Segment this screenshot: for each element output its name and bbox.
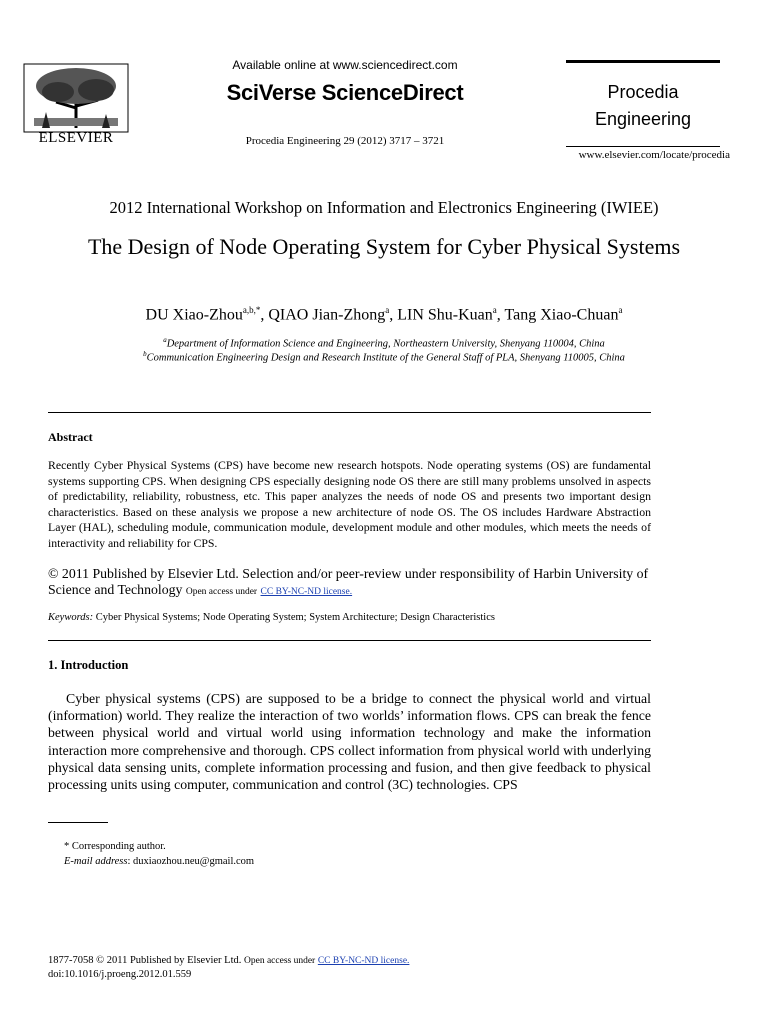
conference-name: 2012 International Workshop on Information and Electronics Engineering (IWIEE): [109, 198, 659, 217]
affiliation: [40, 350, 728, 364]
affiliation-mark: b: [143, 350, 147, 358]
section-divider: [48, 640, 651, 641]
author-separator: ,: [496, 306, 505, 324]
footnote-divider: [48, 822, 108, 823]
email-note: [64, 856, 254, 867]
affiliation-mark: a: [163, 336, 167, 344]
author-list: [40, 305, 728, 324]
journal-name-line2: Engineering: [594, 109, 692, 129]
email-label: E-mail address: [64, 856, 128, 867]
author-name: Tang Xiao-Chuan: [504, 306, 619, 324]
issn-text: 1877-7058 © 2011 Published by Elsevier Ltd.: [48, 955, 242, 966]
author-affiliation-mark: a: [492, 305, 497, 315]
license-link[interactable]: CC BY-NC-ND license.: [317, 956, 410, 966]
publication-footer: [48, 954, 409, 981]
keywords-text: Cyber Physical Systems; Node Operating System; System Architecture; Design Characteristics: [95, 612, 495, 623]
keywords: [48, 612, 651, 623]
author-name: DU Xiao-Zhou: [145, 306, 243, 324]
abstract-text: Recently Cyber Physical Systems (CPS) have become new research hotspots. Node operating systems (OS) are fundamental systems supporting CPS. When designing CPS especially designing node OS there are still many problems unsolved in aspects of predictability, reliability, robustness, etc. This paper analyzes the needs of node OS and presents two important design characteristics. Based on these analysis we propose a new architecture of node OS. The OS includes Hardware Abstraction Layer (HAL), scheduling module, communication module, development module and other modules, which meets the needs of interactivity and reliability for CPS.: [48, 458, 651, 550]
keywords-label: Keywords:: [48, 612, 94, 623]
publisher-name: ELSEVIER: [38, 130, 114, 146]
journal-masthead: [566, 60, 720, 147]
email-address[interactable]: : duxiaozhou.neu@gmail.com: [127, 856, 255, 867]
author-affiliation-mark: a: [618, 305, 623, 315]
open-access-label: Open access under: [185, 587, 258, 597]
author-affiliation-mark: a: [385, 305, 390, 315]
issn-line: [48, 954, 409, 968]
copyright-text: © 2011 Published by Elsevier Ltd. Selection and/or peer-review under responsibility of Harbin University of Science and Technology: [48, 566, 649, 597]
affiliation-text: Department of Information Science and Engineering, Northeastern University, Shenyang 110004, China: [166, 338, 605, 350]
section-divider: [48, 412, 651, 413]
author-affiliation-mark: a,b,*: [242, 305, 261, 315]
affiliation: [40, 336, 728, 350]
license-link[interactable]: CC BY-NC-ND license.: [260, 587, 353, 597]
open-access-label: Open access under: [244, 956, 316, 966]
journal-url-link[interactable]: www.elsevier.com/locate/procedia: [578, 149, 730, 161]
abstract-heading: Abstract: [48, 430, 93, 444]
author-name: LIN Shu-Kuan: [397, 306, 493, 324]
doi-line[interactable]: doi:10.1016/j.proeng.2012.01.559: [48, 969, 192, 980]
paper-title: The Design of Node Operating System for Cyber Physical Systems: [87, 234, 681, 259]
journal-name-line1: Procedia: [607, 82, 679, 102]
available-online-link[interactable]: Available online at www.sciencedirect.com: [232, 58, 458, 72]
journal-citation: Procedia Engineering 29 (2012) 3717 – 3721: [245, 135, 445, 147]
author-name: QIAO Jian-Zhong: [268, 306, 386, 324]
platform-brand: SciVerse ScienceDirect: [226, 80, 464, 105]
affiliation-text: Communication Engineering Design and Research Institute of the General Staff of PLA, Shenyang 110005, China: [146, 352, 625, 364]
section-heading: 1. Introduction: [48, 658, 129, 672]
author-separator: ,: [389, 306, 398, 324]
intro-paragraph: Cyber physical systems (CPS) are supposed to be a bridge to connect the physical world and virtual (information) world. They realize the interaction of two worlds’ information flows. CPS can break the fence between physical world and virtual world using information technology and make the information interaction more comprehensive and thorough. CPS collect information from physical world with underlying physical data sensing units, complete information processing and fusion, and then give feedback to physical processing units using computer, communication and control (3C) technologies. CPS: [48, 691, 651, 793]
corresponding-author-note: * Corresponding author.: [64, 841, 166, 852]
author-separator: ,: [260, 306, 269, 324]
journal-name: [566, 79, 720, 133]
copyright-statement: [48, 566, 651, 600]
